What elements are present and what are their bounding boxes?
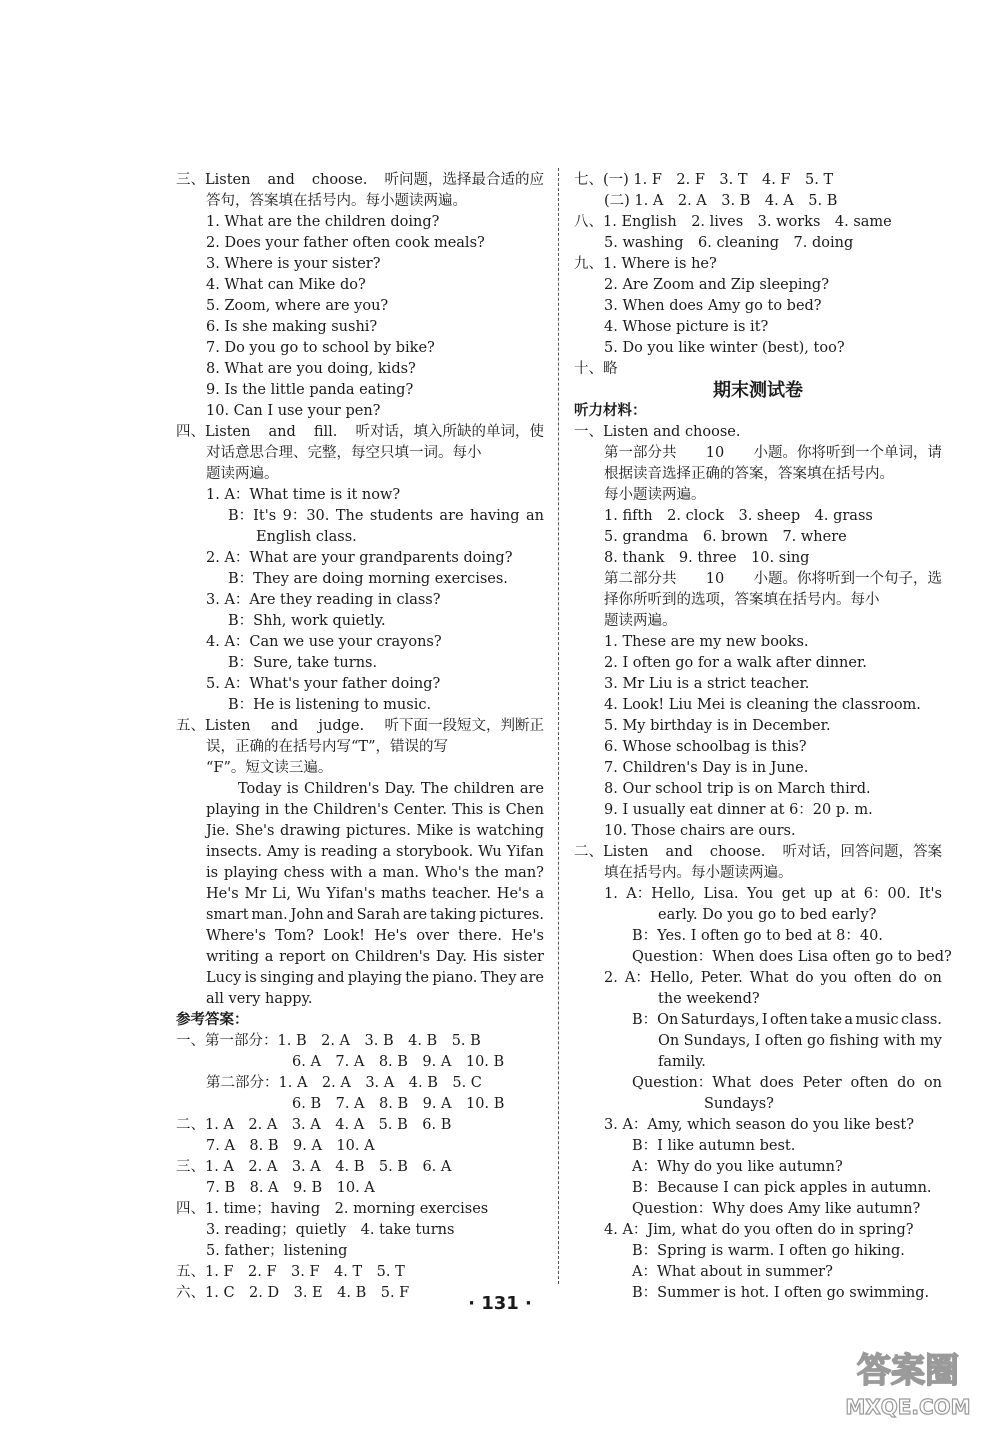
word: taking [429, 907, 477, 923]
word: up [813, 886, 833, 902]
word: Who's [424, 865, 470, 881]
word: children [453, 781, 515, 797]
word: often [770, 1012, 808, 1028]
word: teacher. [431, 886, 491, 902]
text-line [604, 884, 942, 904]
word: His [472, 949, 498, 965]
text-line: 4. A：Can we use your crayons? [206, 634, 442, 650]
word: 四、Listen [176, 424, 251, 440]
word: 小题。你将听到一个单词，请 [753, 445, 942, 461]
word: do [897, 1075, 916, 1091]
word: She's [235, 823, 275, 839]
word: are [402, 907, 428, 923]
word: 听下面一段短文，判断正 [384, 718, 544, 734]
word: the [405, 970, 430, 986]
word: the [284, 802, 309, 818]
word: What [749, 970, 789, 986]
text-line: English class. [256, 529, 357, 545]
text-line [604, 569, 942, 589]
word: Question：What [632, 1075, 751, 1091]
word: often [850, 1075, 889, 1091]
word: is [206, 865, 219, 881]
text-line: 6. A 7. A 8. B 9. A 10. B [292, 1054, 505, 1070]
word: Mike [416, 823, 454, 839]
word: is [244, 970, 257, 986]
text-line [176, 170, 544, 190]
text-line: 7. A 8. B 9. A 10. A [206, 1138, 375, 1154]
text-line: 1. What are the children doing? [206, 214, 440, 230]
word: 10 [705, 571, 725, 587]
word: playing [206, 802, 261, 818]
word: 根据读音选择正确的答案，答案填在括号内。 [604, 466, 894, 482]
text-line: 答句，答案填在括号内。每小题读两遍。 [206, 193, 467, 209]
text-line [206, 863, 544, 883]
text-line: (二) 1. A 2. A 3. B 4. A 5. B [604, 193, 838, 209]
word: often [764, 1033, 803, 1049]
word: This [452, 802, 484, 818]
word: Children's [354, 949, 431, 965]
text-line: B：He is listening to music. [228, 697, 432, 713]
text-line: B：Yes. I often go to bed at 8：40. [632, 928, 883, 944]
text-line: 7. Children's Day is in June. [604, 760, 809, 776]
word: a [368, 865, 377, 881]
word: Tom? [275, 928, 314, 944]
word: you [820, 970, 847, 986]
word: do [795, 970, 814, 986]
word: Center. [393, 802, 447, 818]
word: 听对话，回答问题，答案 [782, 844, 942, 860]
word: Amy [266, 844, 300, 860]
text-line: 每小题读两遍。 [604, 487, 706, 503]
text-line: 6. Whose schoolbag is this? [604, 739, 807, 755]
text-line [604, 464, 942, 484]
text-line: 8. Our school trip is on March third. [604, 781, 871, 797]
text-line: 2. Are Zoom and Zip sleeping? [604, 277, 829, 293]
text-line: 1. These are my new books. [604, 634, 809, 650]
word: You [746, 886, 774, 902]
word: a [382, 844, 392, 860]
text-line: 8. What are you doing, kids? [206, 361, 416, 377]
word: Lisa. [703, 886, 739, 902]
word: a [264, 949, 274, 965]
word: and [326, 907, 354, 923]
word: my [919, 1033, 942, 1049]
text-line: “F”。短文读三遍。 [206, 760, 333, 776]
word: singing [260, 970, 314, 986]
word: drawing [279, 823, 341, 839]
text-line [176, 716, 544, 736]
text-line: 七、(一) 1. F 2. F 3. T 4. F 5. T [574, 172, 834, 188]
text-line: 4. Whose picture is it? [604, 319, 769, 335]
word: storybook. [396, 844, 474, 860]
word: 9：30. [282, 508, 330, 524]
word: pictures. [479, 907, 544, 923]
word: 6：00. [863, 886, 911, 902]
word: man. [251, 907, 288, 923]
word: smart [206, 907, 249, 923]
text-line: B：Because I can pick apples in autumn. [632, 1180, 932, 1196]
word: and [267, 172, 295, 188]
text-line: 3. Mr Liu is a strict teacher. [604, 676, 810, 692]
text-line [206, 737, 544, 757]
word: is [458, 823, 471, 839]
text-line [206, 443, 544, 463]
word: go [806, 1033, 825, 1049]
text-line [238, 779, 544, 799]
word: music [855, 1012, 899, 1028]
text-line: 题读两遍。 [206, 466, 279, 482]
text-line [206, 821, 544, 841]
text-line: 填在括号内。每小题读两遍。 [604, 865, 793, 881]
word: choose. [709, 844, 766, 860]
word: in [265, 802, 280, 818]
word: Wu [296, 886, 321, 902]
text-line: Sundays? [704, 1096, 774, 1112]
text-line: the weekend? [658, 991, 760, 1007]
word: with [883, 1033, 916, 1049]
word: Yifan [506, 844, 544, 860]
word: piano. [432, 970, 478, 986]
text-line: Question：When does Lisa often go to bed? [632, 949, 952, 965]
text-line: A：What about in summer? [632, 1264, 833, 1280]
word: A：Hello, [624, 970, 694, 986]
word: Wu [478, 844, 502, 860]
word: does [759, 1075, 794, 1091]
word: Lucy [206, 970, 242, 986]
text-line: 5. Zoom, where are you? [206, 298, 389, 314]
word: 误，正确的在括号内写“T”，错误的写 [206, 739, 448, 755]
word: They [480, 970, 517, 986]
text-line: 2. A：What are your grandparents doing? [206, 550, 513, 566]
word: an [525, 508, 544, 524]
word: having [470, 508, 520, 524]
text-line: 八、1. English 2. lives 3. works 4. same [574, 214, 892, 230]
watermark-bottom-text: MXQE.COM [845, 1395, 971, 1419]
text-line [574, 842, 942, 862]
text-line [206, 947, 544, 967]
text-line: A：Why do you like autumn? [632, 1159, 843, 1175]
word: man. [382, 865, 420, 881]
word: I [754, 1033, 761, 1049]
word: Mr [244, 886, 267, 902]
word: is [488, 802, 501, 818]
text-line [228, 506, 544, 526]
text-line: 6. B 7. A 8. B 9. A 10. B [292, 1096, 505, 1112]
text-line [658, 1031, 942, 1051]
text-line: 5. grandma 6. brown 7. where [604, 529, 847, 545]
word: and [317, 970, 345, 986]
text-line: B：Shh, work quietly. [228, 613, 386, 629]
word: and [665, 844, 693, 860]
text-line: 9. I usually eat dinner at 6：20 p. m. [604, 802, 873, 818]
word: A：Hello, [626, 886, 696, 902]
text-line: 5. My birthday is in December. [604, 718, 831, 734]
text-line: 5. washing 6. cleaning 7. doing [604, 235, 854, 251]
word: is [304, 844, 317, 860]
text-line: family. [658, 1054, 706, 1070]
text-line: all very happy. [206, 991, 313, 1007]
word: Sundays, [683, 1033, 751, 1049]
word: and [268, 424, 296, 440]
word: Look! [323, 928, 365, 944]
word: with [330, 865, 363, 881]
word: a [844, 1012, 854, 1028]
word: on [923, 1075, 942, 1091]
text-line: B：Sure, take turns. [228, 655, 378, 671]
section-title: 期末测试卷 [713, 380, 803, 401]
word: The [335, 508, 364, 524]
word: playing [347, 970, 402, 986]
text-line: 二、1. A 2. A 3. A 4. A 5. B 6. B [176, 1117, 452, 1133]
word: judge. [318, 718, 365, 734]
word: Children's [303, 781, 380, 797]
word: He's [206, 886, 239, 902]
word: is [286, 781, 299, 797]
watermark-top-text: 答案圈 [857, 1351, 959, 1391]
word: Peter [802, 1075, 842, 1091]
word: writing [206, 949, 260, 965]
text-line: 四、1. time；having 2. morning exercises [176, 1201, 489, 1217]
watermark-logo [828, 1342, 988, 1422]
text-line: 6. Is she making sushi? [206, 319, 378, 335]
word: and [270, 718, 299, 734]
word: choose. [311, 172, 368, 188]
word: on [923, 970, 942, 986]
word: at [840, 886, 856, 902]
text-line: 7. B 8. A 9. B 10. A [206, 1180, 375, 1196]
text-line: 第二部分：1. A 2. A 3. A 4. B 5. C [206, 1075, 482, 1091]
text-line: 8. thank 9. three 10. sing [604, 550, 810, 566]
word: playing [223, 865, 278, 881]
word: Peter. [700, 970, 743, 986]
word: fishing [829, 1033, 880, 1049]
text-line: 9. Is the little panda eating? [206, 382, 414, 398]
word: report [279, 949, 326, 965]
text-line: 10. Those chairs are ours. [604, 823, 796, 839]
text-line: 3. Where is your sister? [206, 256, 381, 272]
word: the [474, 865, 499, 881]
text-line: 九、1. Where is he? [574, 256, 717, 272]
word: pictures. [346, 823, 411, 839]
word: He's [496, 886, 530, 902]
word: often [853, 970, 892, 986]
text-line: 1. fifth 2. clock 3. sheep 4. grass [604, 508, 873, 524]
text-line [206, 905, 544, 925]
word: I [761, 1012, 768, 1028]
text-line [206, 968, 544, 988]
text-line: 4. What can Mike do? [206, 277, 366, 293]
text-line: 1. A：What time is it now? [206, 487, 401, 503]
page-number: · 131 · [468, 1293, 532, 1314]
text-line: 5. Do you like winter (best), too? [604, 340, 845, 356]
text-line: 3. reading；quietly 4. take turns [206, 1222, 455, 1238]
word: Day. [384, 781, 416, 797]
text-line: Question：Why does Amy like autumn? [632, 1201, 921, 1217]
word: He's [511, 928, 544, 944]
word: class. [901, 1012, 942, 1028]
word: do [898, 970, 917, 986]
word: watching [476, 823, 544, 839]
word: On [658, 1033, 680, 1049]
word: 对话意思合理、完整，每空只填一词。每小 [206, 445, 482, 461]
word: fill. [313, 424, 338, 440]
text-line: 2. I often go for a walk after dinner. [604, 655, 867, 671]
word: maths [381, 886, 427, 902]
word: 第二部分共 [604, 571, 677, 587]
text-line: 题读两遍。 [604, 613, 677, 629]
text-line [604, 443, 942, 463]
word: The [420, 781, 449, 797]
word: Today [238, 781, 282, 797]
text-line: 一、Listen and choose. [574, 424, 741, 440]
word: 10 [705, 445, 725, 461]
word: 2. [604, 970, 618, 986]
text-line [604, 968, 942, 988]
column-divider [558, 168, 559, 1284]
word: Sarah [356, 907, 401, 923]
text-line [176, 422, 544, 442]
text-line: 10. Can I use your pen? [206, 403, 381, 419]
text-line [206, 842, 544, 862]
word: It's [919, 886, 942, 902]
text-line: early. Do you go to bed early? [658, 907, 877, 923]
text-line: B：Summer is hot. I often go swimming. [632, 1285, 930, 1301]
word: are [519, 970, 544, 986]
word: He's [374, 928, 407, 944]
text-line: B：Spring is warm. I often go hiking. [632, 1243, 905, 1259]
text-line: 一、第一部分：1. B 2. A 3. B 4. B 5. B [176, 1033, 481, 1049]
text-line [632, 1073, 942, 1093]
word: students [369, 508, 433, 524]
word: man? [504, 865, 544, 881]
text-line [604, 590, 942, 610]
text-line: 7. Do you go to school by bike? [206, 340, 435, 356]
word: get [781, 886, 806, 902]
text-line [206, 800, 544, 820]
word: B：On [632, 1012, 679, 1028]
section-label: 听力材料： [574, 403, 647, 419]
text-line: B：They are doing morning exercises. [228, 571, 508, 587]
text-line: 五、1. F 2. F 3. F 4. T 5. T [176, 1264, 405, 1280]
text-line: 三、1. A 2. A 3. A 4. B 5. B 6. A [176, 1159, 452, 1175]
word: there. [458, 928, 502, 944]
word: insects. [206, 844, 262, 860]
word: 第一部分共 [604, 445, 677, 461]
word: reading [321, 844, 378, 860]
text-line: 十、略 [574, 361, 618, 377]
text-line: 4. A：Jim, what do you often do in spring? [604, 1222, 914, 1238]
word: on [331, 949, 350, 965]
word: 小题。你将听到一个句子，选 [753, 571, 942, 587]
word: 三、Listen [176, 172, 251, 188]
word: take [810, 1012, 843, 1028]
word: B：It's [228, 508, 277, 524]
text-line: 3. A：Amy, which season do you like best? [604, 1117, 915, 1133]
word: Jie. [206, 823, 230, 839]
text-line: 2. Does your father often cook meals? [206, 235, 485, 251]
text-line: 5. father；listening [206, 1243, 348, 1259]
word: 择你所听到的选项，答案填在括号内。每小 [604, 592, 880, 608]
text-line: 六、1. C 2. D 3. E 4. B 5. F [176, 1285, 410, 1301]
word: John [290, 907, 324, 923]
text-line: 3. A：Are they reading in class? [206, 592, 441, 608]
word: 听对话，填入所缺的单词，使 [355, 424, 544, 440]
text-line: 3. When does Amy go to bed? [604, 298, 822, 314]
text-line [206, 884, 544, 904]
word: Chen [505, 802, 544, 818]
word: are [439, 508, 464, 524]
word: over [416, 928, 449, 944]
word: chess [283, 865, 325, 881]
word: 二、Listen [574, 844, 649, 860]
text-line [632, 1010, 942, 1030]
word: Children's [313, 802, 389, 818]
text-line: B：I like autumn best. [632, 1138, 796, 1154]
word: are [519, 781, 544, 797]
section-label: 参考答案： [176, 1012, 249, 1028]
word: Yifan's [326, 886, 376, 902]
word: Where's [206, 928, 266, 944]
word: Day. [435, 949, 467, 965]
word: 1. [604, 886, 618, 902]
word: 听问题，选择最合适的应 [384, 172, 544, 188]
text-line [206, 926, 544, 946]
word: Li, [272, 886, 292, 902]
word: Saturdays, [680, 1012, 760, 1028]
text-line: 4. Look! Liu Mei is cleaning the classroom. [604, 697, 921, 713]
word: 五、Listen [176, 718, 251, 734]
word: a [535, 886, 544, 902]
word: sister [503, 949, 544, 965]
text-line: 5. A：What's your father doing? [206, 676, 441, 692]
